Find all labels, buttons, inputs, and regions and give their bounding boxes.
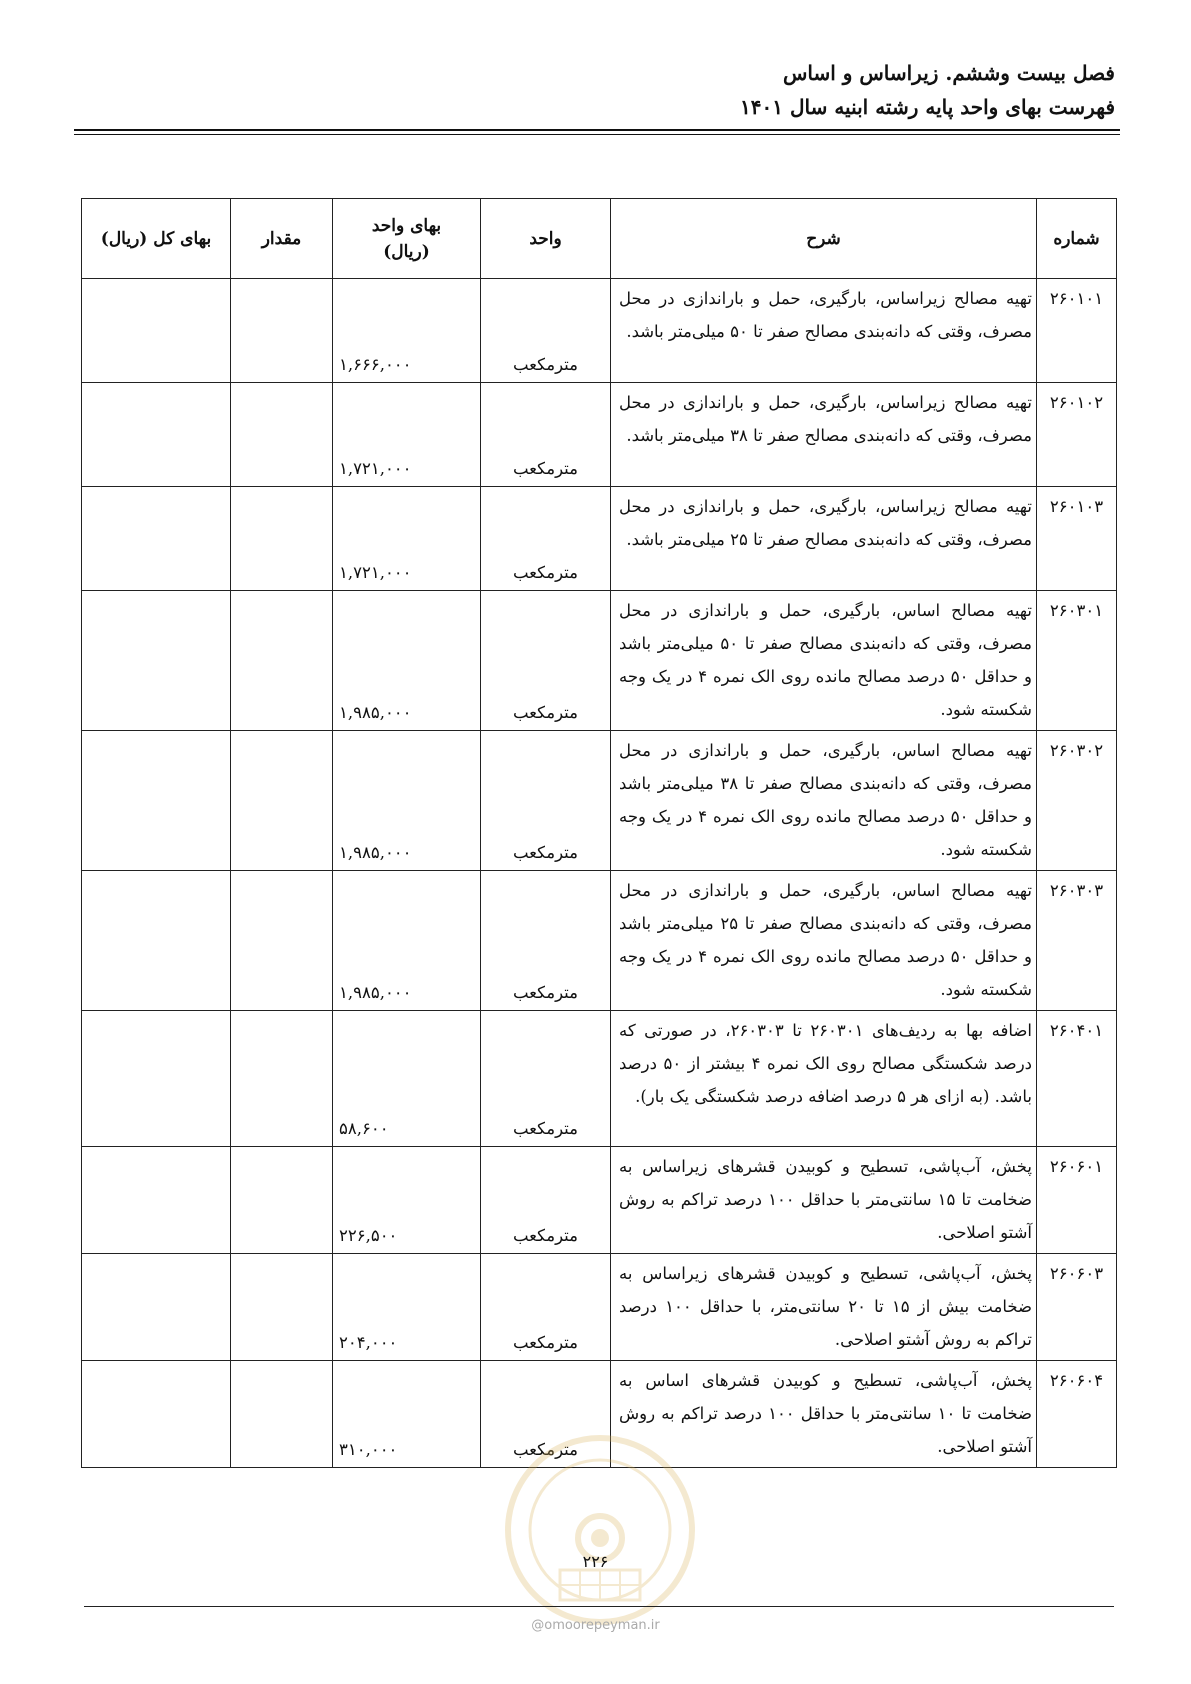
row-unit: مترمکعب xyxy=(481,487,611,591)
row-unit-price: ۱,۹۸۵,۰۰۰ xyxy=(333,871,481,1011)
row-unit-price: ۳۱۰,۰۰۰ xyxy=(333,1361,481,1468)
stamp-watermark xyxy=(500,1430,700,1630)
site-url-watermark: @omoorepeyman.ir xyxy=(531,1618,660,1633)
row-number: ۲۶۰۳۰۲ xyxy=(1037,731,1117,871)
header-total-price: بهای کل (ریال) xyxy=(82,199,231,279)
row-quantity xyxy=(231,1254,333,1361)
row-total-price xyxy=(82,383,231,487)
row-description: تهیه مصالح زیراساس، بارگیری، حمل و باراندازی در محل مصرف، وقتی که دانه‌بندی مصالح صفر تا ۲۵ میلی‌متر باشد. xyxy=(611,487,1037,591)
header-unit: واحد xyxy=(481,199,611,279)
row-total-price xyxy=(82,487,231,591)
row-unit: مترمکعب xyxy=(481,591,611,731)
row-number: ۲۶۰۶۰۱ xyxy=(1037,1147,1117,1254)
table-row xyxy=(82,871,1117,1011)
row-description: تهیه مصالح زیراساس، بارگیری، حمل و باراندازی در محل مصرف، وقتی که دانه‌بندی مصالح صفر تا ۵۰ میلی‌متر باشد. xyxy=(611,279,1037,383)
row-number: ۲۶۰۴۰۱ xyxy=(1037,1011,1117,1147)
footer-rule xyxy=(84,1606,1114,1607)
row-unit: مترمکعب xyxy=(481,871,611,1011)
price-table xyxy=(81,198,1117,1468)
row-unit: مترمکعب xyxy=(481,383,611,487)
row-number: ۲۶۰۶۰۳ xyxy=(1037,1254,1117,1361)
row-description: تهیه مصالح اساس، بارگیری، حمل و باراندازی در محل مصرف، وقتی که دانه‌بندی مصالح صفر تا ۲۵ میلی‌متر باشد و حداقل ۵۰ درصد مصالح مانده روی الک نمره ۴ در یک وجه شکسته شود. xyxy=(611,871,1037,1011)
row-description: اضافه بها به ردیف‌های ۲۶۰۳۰۱ تا ۲۶۰۳۰۳، در صورتی که درصد شکستگی مصالح روی الک نمره ۴ بیشتر از ۵۰ درصد باشد. (به ازای هر ۵ درصد اضافه درصد شکستگی یک بار). xyxy=(611,1011,1037,1147)
row-unit-price: ۱,۹۸۵,۰۰۰ xyxy=(333,591,481,731)
row-unit-price: ۱,۷۲۱,۰۰۰ xyxy=(333,383,481,487)
row-quantity xyxy=(231,871,333,1011)
header-number: شماره xyxy=(1037,199,1117,279)
row-description: تهیه مصالح اساس، بارگیری، حمل و باراندازی در محل مصرف، وقتی که دانه‌بندی مصالح صفر تا ۳۸ میلی‌متر باشد و حداقل ۵۰ درصد مصالح مانده روی الک نمره ۴ در یک وجه شکسته شود. xyxy=(611,731,1037,871)
header-quantity: مقدار xyxy=(231,199,333,279)
header-unit-price-line1: بهای واحد xyxy=(371,215,442,236)
row-total-price xyxy=(82,591,231,731)
table-row xyxy=(82,487,1117,591)
row-unit: مترمکعب xyxy=(481,1254,611,1361)
header-unit-price xyxy=(333,199,481,279)
table-row xyxy=(82,1147,1117,1254)
table-row xyxy=(82,383,1117,487)
chapter-title: فصل بیست وششم. زیراساس و اساس xyxy=(782,61,1115,85)
row-number: ۲۶۰۱۰۳ xyxy=(1037,487,1117,591)
page-number: ۲۲۶ xyxy=(582,1552,609,1571)
row-total-price xyxy=(82,1254,231,1361)
page-header xyxy=(740,58,1115,122)
row-unit: مترمکعب xyxy=(481,731,611,871)
row-unit-price: ۵۸,۶۰۰ xyxy=(333,1011,481,1147)
table-row xyxy=(82,591,1117,731)
row-description: تهیه مصالح اساس، بارگیری، حمل و باراندازی در محل مصرف، وقتی که دانه‌بندی مصالح صفر تا ۵۰ میلی‌متر باشد و حداقل ۵۰ درصد مصالح مانده روی الک نمره ۴ در یک وجه شکسته شود. xyxy=(611,591,1037,731)
row-quantity xyxy=(231,731,333,871)
row-total-price xyxy=(82,1147,231,1254)
header-unit-price-line2: (ریال) xyxy=(383,241,430,262)
row-quantity xyxy=(231,1361,333,1468)
row-unit: مترمکعب xyxy=(481,1011,611,1147)
table-row xyxy=(82,731,1117,871)
table-row xyxy=(82,279,1117,383)
row-unit: مترمکعب xyxy=(481,279,611,383)
row-total-price xyxy=(82,871,231,1011)
row-description: پخش، آب‌پاشی، تسطیح و کوبیدن قشرهای زیراساس به ضخامت تا ۱۵ سانتی‌متر با حداقل ۱۰۰ درصد تراکم به روش آشتو اصلاحی. xyxy=(611,1147,1037,1254)
row-number: ۲۶۰۱۰۱ xyxy=(1037,279,1117,383)
price-list-title: فهرست بهای واحد پایه رشته ابنیه سال ۱۴۰۱ xyxy=(740,95,1115,119)
row-quantity xyxy=(231,591,333,731)
row-description: پخش، آب‌پاشی، تسطیح و کوبیدن قشرهای اساس به ضخامت تا ۱۰ سانتی‌متر با حداقل ۱۰۰ درصد تراکم به روش آشتو اصلاحی. xyxy=(611,1361,1037,1468)
table-header-row xyxy=(82,199,1117,279)
row-unit-price: ۲۰۴,۰۰۰ xyxy=(333,1254,481,1361)
row-number: ۲۶۰۶۰۴ xyxy=(1037,1361,1117,1468)
row-number: ۲۶۰۱۰۲ xyxy=(1037,383,1117,487)
header-rule-thin xyxy=(74,134,1120,135)
header-description: شرح xyxy=(611,199,1037,279)
row-unit-price: ۱,۶۶۶,۰۰۰ xyxy=(333,279,481,383)
row-unit: مترمکعب xyxy=(481,1361,611,1468)
row-unit-price: ۲۲۶,۵۰۰ xyxy=(333,1147,481,1254)
table-row xyxy=(82,1254,1117,1361)
row-total-price xyxy=(82,731,231,871)
row-quantity xyxy=(231,1147,333,1254)
row-quantity xyxy=(231,383,333,487)
row-quantity xyxy=(231,279,333,383)
row-number: ۲۶۰۳۰۱ xyxy=(1037,591,1117,731)
row-unit: مترمکعب xyxy=(481,1147,611,1254)
row-total-price xyxy=(82,1011,231,1147)
row-total-price xyxy=(82,1361,231,1468)
header-rule-thick xyxy=(74,129,1120,131)
row-unit-price: ۱,۹۸۵,۰۰۰ xyxy=(333,731,481,871)
row-total-price xyxy=(82,279,231,383)
row-number: ۲۶۰۳۰۳ xyxy=(1037,871,1117,1011)
table-row xyxy=(82,1011,1117,1147)
row-description: تهیه مصالح زیراساس، بارگیری، حمل و باراندازی در محل مصرف، وقتی که دانه‌بندی مصالح صفر تا ۳۸ میلی‌متر باشد. xyxy=(611,383,1037,487)
row-unit-price: ۱,۷۲۱,۰۰۰ xyxy=(333,487,481,591)
row-quantity xyxy=(231,1011,333,1147)
row-description: پخش، آب‌پاشی، تسطیح و کوبیدن قشرهای زیراساس به ضخامت بیش از ۱۵ تا ۲۰ سانتی‌متر، با حداقل ۱۰۰ درصد تراکم به روش آشتو اصلاحی. xyxy=(611,1254,1037,1361)
row-quantity xyxy=(231,487,333,591)
